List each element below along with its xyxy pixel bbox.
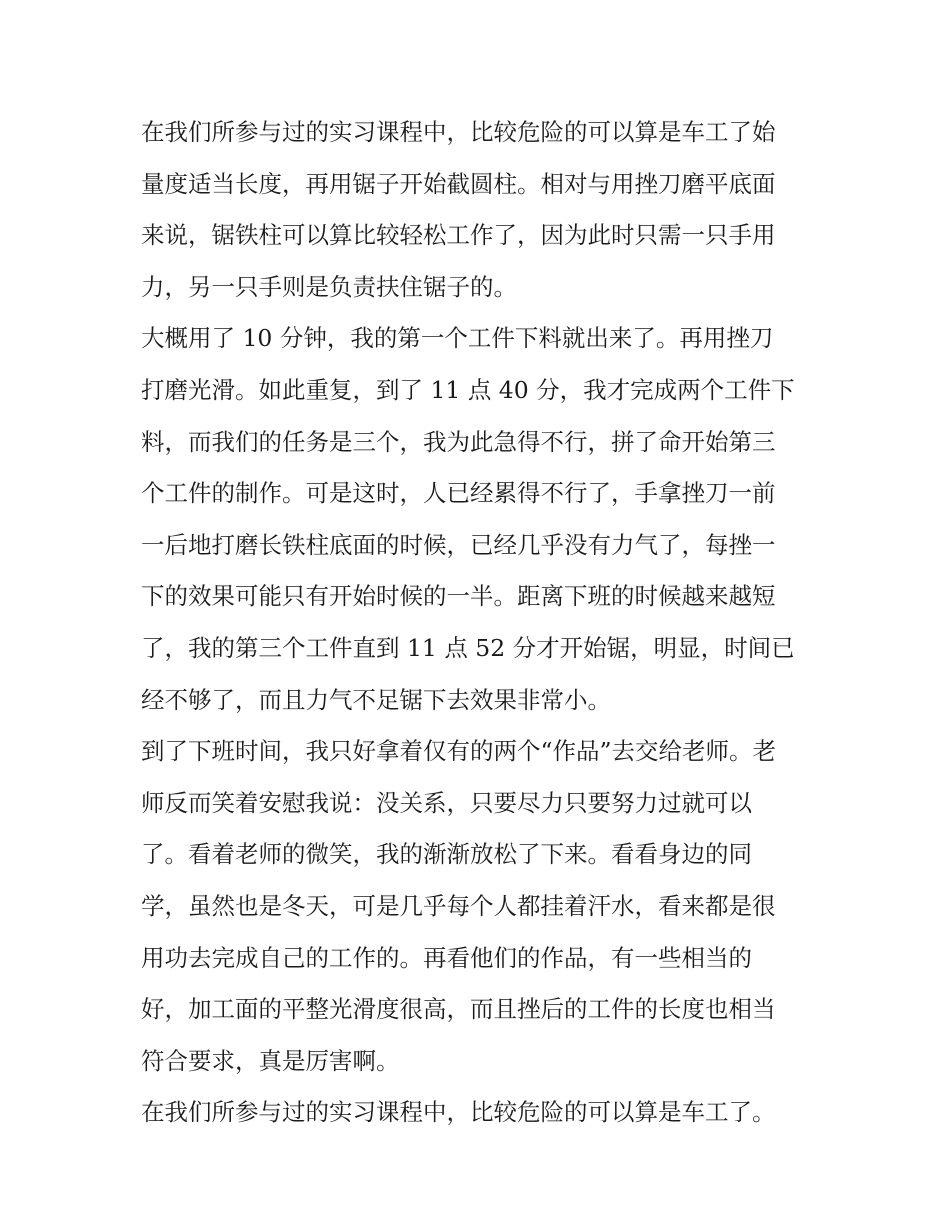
text-line: 料，而我们的任务是三个，我为此急得不行，拼了命开始第三 bbox=[141, 427, 776, 456]
text-line: 了。看着老师的微笑，我的渐渐放松了下来。看看身边的同 bbox=[141, 840, 752, 869]
text-line: 力，另一只手则是负责扶住锯子的。 bbox=[141, 272, 517, 301]
text-line: 经不够了，而且力气不足锯下去效果非常小。 bbox=[141, 685, 611, 714]
text-line: 打磨光滑。如此重复，到了 11 点 40 分，我才完成两个工件下 bbox=[141, 375, 795, 404]
paragraph-4 bbox=[141, 1087, 821, 1139]
text-line: 一后地打磨长铁柱底面的时候，已经几乎没有力气了，每挫一 bbox=[141, 530, 776, 559]
paragraph-2 bbox=[141, 313, 821, 726]
text-line: 到了下班时间，我只好拿着仅有的两个“作品”去交给老师。老 bbox=[141, 737, 777, 766]
text-line: 用功去完成自己的工作的。再看他们的作品，有一些相当的 bbox=[141, 943, 752, 972]
text-line: 学，虽然也是冬天，可是几乎每个人都挂着汗水，看来都是很 bbox=[141, 891, 776, 920]
text-line: 了，我的第三个工件直到 11 点 52 分才开始锯，明显，时间已 bbox=[141, 633, 795, 662]
paragraph-1 bbox=[141, 107, 821, 313]
text-line: 大概用了 10 分钟，我的第一个工件下料就出来了。再用挫刀 bbox=[141, 324, 774, 353]
text-line: 个工件的制作。可是这时，人已经累得不行了，手拿挫刀一前 bbox=[141, 479, 776, 508]
text-line: 师反而笑着安慰我说：没关系，只要尽力只要努力过就可以 bbox=[141, 788, 752, 817]
text-line: 在我们所参与过的实习课程中，比较危险的可以算是车工了。 bbox=[141, 1098, 776, 1127]
text-line: 在我们所参与过的实习课程中，比较危险的可以算是车工了始 bbox=[141, 118, 776, 146]
text-line: 量度适当长度，再用锯子开始截圆柱。相对与用挫刀磨平底面 bbox=[141, 169, 776, 198]
text-line: 来说，锯铁柱可以算比较轻松工作了，因为此时只需一只手用 bbox=[141, 221, 776, 250]
text-line: 好，加工面的平整光滑度很高，而且挫后的工件的长度也相当 bbox=[141, 995, 776, 1024]
paragraph-3 bbox=[141, 726, 821, 1087]
text-line: 符合要求，真是厉害啊。 bbox=[141, 1046, 400, 1075]
text-line: 下的效果可能只有开始时候的一半。距离下班的时候越来越短 bbox=[141, 582, 776, 611]
document-body bbox=[141, 107, 821, 1139]
